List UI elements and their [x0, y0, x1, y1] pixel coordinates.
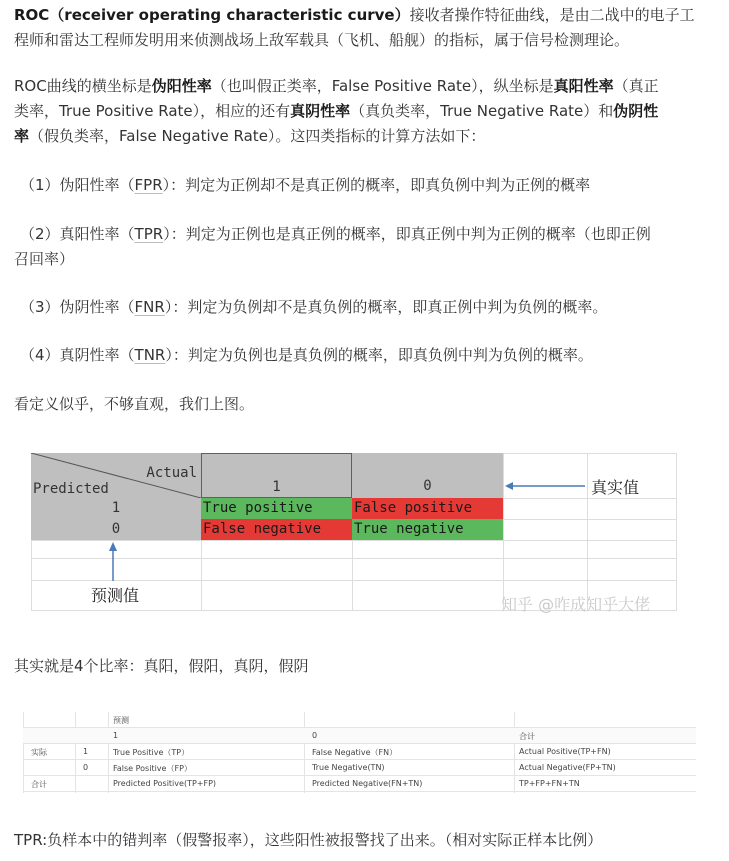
intro-line2: 程师和雷达工程师发明用来侦测战场上敌军载具（飞机、船舰）的指标，属于信号检测理论。: [14, 31, 630, 49]
intro-paragraph: [14, 3, 714, 53]
definition-item-1: [20, 173, 720, 198]
actual-value-note: 真实值: [591, 478, 640, 497]
false-negative-cell: False negative: [201, 519, 352, 540]
predicted-row-1: 1: [31, 498, 201, 519]
bold-term: 真阴性率: [290, 102, 351, 120]
table-cell: True Positive（TP）: [113, 748, 190, 757]
confusion-matrix-figure: [31, 453, 677, 614]
true-positive-cell: True positive: [201, 498, 352, 519]
false-positive-cell: False positive: [352, 498, 503, 519]
text: ）：判定为正例也是真正例的概率，即真正例中判为正例的概率（也即正例: [163, 225, 651, 243]
roc-term: ROC（receiver operating characteristic curve）: [14, 6, 410, 24]
text: （真负类率，True Negative Rate）和: [350, 102, 614, 120]
table-row: [23, 744, 696, 760]
text: （3）伪阴性率（: [20, 298, 135, 316]
figure-intro: 看定义似乎，不够直观，我们上图。: [14, 395, 255, 413]
table-cell: Actual Negative(FP+TN): [519, 763, 616, 772]
table-cell: TP+FP+FN+TN: [519, 779, 580, 788]
text: ）：判定为正例却不是真正例的概率，即真负例中判为正例的概率: [162, 176, 591, 194]
text: ）：判定为负例也是真负例的概率，即真负例中判为负例的概率。: [165, 346, 593, 364]
definition-item-4: [20, 343, 720, 368]
table-cell: False Positive（FP）: [113, 764, 192, 773]
table-row: [23, 728, 696, 744]
abbr-link[interactable]: TNR: [134, 346, 166, 364]
definition-item-2: [20, 222, 720, 247]
actual-col-0: 0: [352, 453, 503, 498]
bold-term: 伪阴性: [613, 102, 659, 120]
predicted-value-note: 预测值: [91, 586, 140, 605]
text: ）：判定为负例却不是真负例的概率，即真正例中判为负例的概率。: [164, 298, 608, 316]
table-cell: True Negative(TN): [312, 763, 385, 772]
table-cell: Predicted Negative(FN+TN): [312, 779, 423, 788]
ratio-text: 其实就是4个比率：真阳，假阳，真阴，假阴: [14, 657, 309, 675]
predicted-label: Predicted: [33, 481, 109, 497]
table-row: [23, 712, 696, 728]
axes-paragraph: [14, 74, 714, 149]
definition-item-2-cont: 召回率）: [14, 250, 75, 268]
text: ROC曲线的横坐标是: [14, 77, 152, 95]
text: （真正: [613, 77, 659, 95]
table-cell: 实际: [31, 748, 47, 757]
text: 类率，True Positive Rate），相应的还有: [14, 102, 291, 120]
bold-term: 伪阳性率: [151, 77, 212, 95]
table-cell: 1: [113, 731, 119, 740]
definition-item-3: [20, 295, 720, 320]
text: （4）真阴性率（: [20, 346, 135, 364]
confusion-summary-table: [23, 712, 696, 793]
abbr-link[interactable]: TPR: [134, 225, 164, 243]
table-cell: 合计: [519, 732, 535, 741]
table-cell: 0: [312, 731, 318, 740]
intro-line1: 接收者操作特征曲线，是由二战中的电子工: [409, 6, 695, 24]
watermark: 知乎 @咋成知乎大佬: [501, 595, 651, 614]
table-row: [23, 760, 696, 776]
table-cell: Predicted Positive(TP+FP): [113, 779, 217, 788]
text: （1）伪阳性率（: [20, 176, 135, 194]
table-cell: Actual Positive(TP+FN): [519, 747, 611, 756]
table-cell: 预测: [113, 716, 129, 725]
bold-term: 率: [14, 127, 30, 145]
table-cell: False Negative（FN）: [312, 748, 398, 757]
matrix-corner-cell: [31, 453, 201, 498]
bold-term: 真阳性率: [553, 77, 614, 95]
text: （假负类率，False Negative Rate）。这四类指标的计算方法如下：: [29, 127, 486, 145]
text: （也叫假正类率，False Positive Rate），纵坐标是: [211, 77, 554, 95]
actual-label: Actual: [146, 465, 197, 481]
true-negative-cell: True negative: [352, 519, 503, 540]
table-cell: 0: [83, 763, 89, 772]
left-arrow-icon: [503, 478, 593, 494]
table-cell: 合计: [31, 780, 47, 789]
predicted-row-0: 0: [31, 519, 201, 540]
table-cell: 1: [83, 747, 89, 756]
actual-col-1: 1: [201, 453, 352, 498]
up-arrow-icon: [105, 541, 121, 583]
table-row: [23, 776, 696, 792]
abbr-link[interactable]: FPR: [134, 176, 163, 194]
text: （2）真阳性率（: [20, 225, 135, 243]
abbr-link[interactable]: FNR: [134, 298, 165, 316]
footer-text: TPR:负样本中的错判率（假警报率），这些阳性被报警找了出来。（相对实际正样本比例）: [14, 831, 603, 849]
